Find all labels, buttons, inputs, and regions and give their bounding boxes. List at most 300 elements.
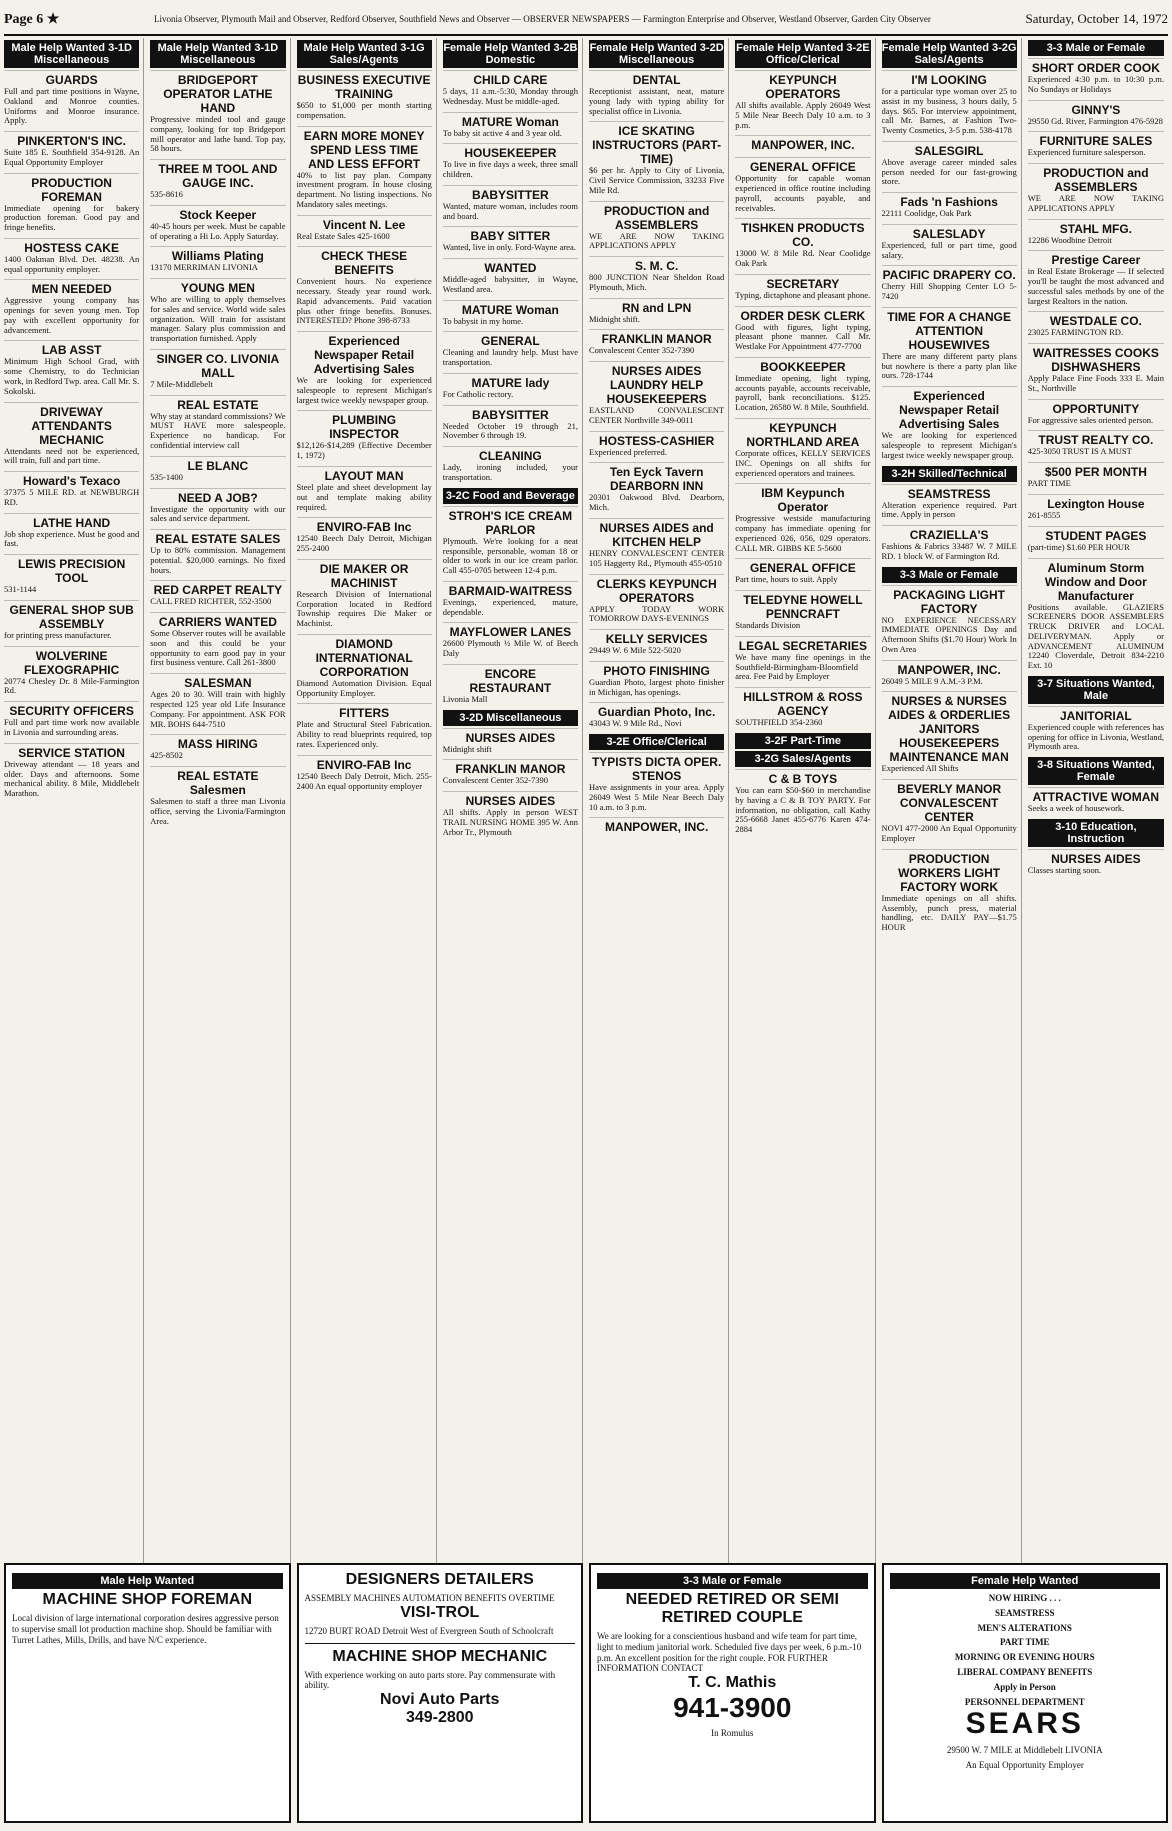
classified-ad	[882, 660, 1017, 689]
ad-text: Minimum High School Grad, with some Chemistry, to do Technician work, in Redford Twp. area. Call Mr. S. Sokolski.	[4, 356, 140, 396]
ad-text: You can earn $50-$60 in merchandise by having a C & B TOY PARTY. For information, no obligation, call Kathy 255-6668 Janet 455-6776 Karen 474-2884	[735, 784, 871, 835]
classified-ad	[735, 357, 870, 415]
ad-text: 29550 Gd. River, Farmington 476-5928	[1027, 115, 1163, 126]
classified-ad	[4, 173, 139, 235]
sears-eeo: An Equal Opportunity Employer	[965, 1760, 1084, 1771]
ad-text: Convalescent Center 352-7390	[589, 345, 695, 356]
ad-headline: MATURE Woman	[461, 302, 559, 317]
classified-ad	[589, 361, 724, 428]
ad-text: Opportunity for capable woman experienced in office routine including payroll, accounts payable, and receivables.	[735, 173, 871, 213]
sears-line: MEN'S ALTERATIONS	[977, 1622, 1072, 1633]
classified-ad	[735, 218, 870, 271]
machine-shop-ad	[4, 1563, 291, 1823]
ad-headline: DRIVEWAY ATTENDANTS MECHANIC	[31, 404, 112, 447]
ad-headline: DIE MAKER OR MACHINIST	[319, 561, 409, 590]
ad-text: 12540 Beech Daly Detroit, Michigan 255-2400	[296, 533, 432, 554]
section-header: 3-7 Situations Wanted, Male	[1028, 676, 1164, 704]
ad-text: Midnight shift	[442, 743, 492, 754]
classified-ad	[1028, 311, 1164, 340]
ad-headline: GINNY'S	[1071, 102, 1121, 117]
ad-headline: Fads 'n Fashions	[900, 195, 998, 210]
classified-ad	[735, 274, 870, 303]
ad-text: Convalescent Center 352-7390	[442, 775, 549, 786]
classified-ad	[443, 405, 578, 444]
ad-text: Experienced, full or part time, good salary.	[881, 239, 1017, 260]
classified-ad	[735, 157, 870, 215]
ad-text: $6 per hr. Apply to City of Livonia, Civil Service Commission, 33233 Five Mile Rd.	[589, 165, 725, 195]
ad-headline: FITTERS	[339, 706, 390, 721]
classified-ad	[4, 70, 139, 128]
classified-ad	[1028, 343, 1164, 396]
classified-ad	[882, 386, 1017, 462]
ad-headline: BRIDGEPORT OPERATOR LATHE HAND	[163, 73, 273, 115]
ad-headline: WOLVERINE FLEXOGRAPHIC	[23, 648, 120, 677]
ad-headline: LAB ASST	[41, 343, 102, 358]
ad-text: Classes starting soon.	[1027, 864, 1102, 875]
section-header: 3-10 Education, Instruction	[1028, 819, 1164, 847]
classified-ad	[1028, 131, 1164, 160]
ad-text: Up to 80% commission. Management potential. $20,000 earnings. No fixed hours.	[150, 545, 286, 575]
classified-column	[297, 38, 437, 1822]
ad-text: 5 days, 11 a.m.-5:30, Monday through Wednesday. Must be middle-aged.	[442, 86, 578, 106]
ad-headline: Lexington House	[1047, 497, 1145, 512]
classified-ad	[150, 673, 285, 731]
classified-ad	[297, 466, 432, 514]
ad-text: 425-3050 TRUST IS A MUST	[1027, 446, 1132, 457]
ad-text: 12286 Woodbine Detroit	[1027, 234, 1112, 245]
classified-ad	[882, 849, 1017, 935]
ad-headline: PRODUCTION and ASSEMBLERS	[603, 203, 710, 232]
ad-text: Experienced furniture salesperson.	[1027, 147, 1146, 158]
ad-headline: PRODUCTION and ASSEMBLERS	[1043, 166, 1149, 195]
ad-text: 20774 Chesley Dr. 8 Mile-Farmington Rd.	[4, 675, 140, 696]
ad-text: Ages 20 to 30. Will train with highly respected 125 year old Life Insurance Company. For appointment. ASK FOR MR. BOHS 644-7510	[150, 689, 286, 729]
ad-text: Investigate the opportunity with our sales and service department.	[150, 503, 286, 524]
ad-headline: ENVIRO-FAB Inc	[316, 520, 412, 535]
classified-ad	[297, 246, 432, 328]
ad-text: Some Observer routes will be available soon and this could be your opportunity to earn good pay in your first business venture. Call 261-3800	[150, 628, 286, 668]
classified-ad	[150, 456, 285, 485]
ad-headline: ENCORE RESTAURANT	[469, 666, 552, 695]
ad-text: We are looking for experienced salespeople to represent Michigan's largest twice weekly newspaper group.	[296, 375, 432, 405]
ad-headline: MANPOWER, INC.	[604, 820, 709, 835]
classified-ad	[735, 636, 870, 684]
ad-headline: Stock Keeper	[179, 207, 257, 222]
ad-headline: MAYFLOWER LANES	[449, 625, 572, 640]
classified-ad	[150, 766, 285, 828]
ad-text: Immediate opening, light typing, accounts payable, accounts receivable, payroll, bank reconciliations. $125. Location, 26580 W. 8 Mile, Southfield.	[735, 372, 871, 413]
classified-ad	[443, 664, 578, 707]
ad-text: Salesmen to staff a three man Livonia office, serving the Livonia/Farmington Area.	[150, 796, 286, 826]
ad-headline: ATTRACTIVE WOMAN	[1032, 790, 1160, 805]
ad-headline: STAHL MFG.	[1059, 221, 1132, 236]
classified-ad	[735, 418, 870, 480]
classified-ad	[735, 769, 870, 837]
ad-text: 535-1400	[150, 471, 183, 482]
ad-text: To babysit in my home.	[442, 315, 524, 326]
ad-headline: NEEDED RETIRED OR SEMI RETIRED COUPLE	[625, 1591, 839, 1626]
classified-ad	[1028, 558, 1164, 673]
ad-headline: EARN MORE MONEY SPEND LESS TIME AND LESS EFFORT	[303, 128, 425, 171]
ad-text: Immediate openings on all shifts. Assembly, punch press, material handling, etc. DAILY PAY—$1.75 HOUR	[881, 892, 1017, 933]
ad-phone: 349-2800	[405, 1709, 474, 1727]
ad-text: Corporate offices, KELLY SERVICES INC. Openings on all shifts for experienced operators and trainees.	[735, 448, 871, 478]
classified-ad	[1028, 100, 1164, 129]
ad-headline: LAYOUT MAN	[324, 469, 404, 484]
classified-ad	[4, 743, 139, 801]
ad-headline: CLERKS KEYPUNCH OPERATORS	[596, 576, 717, 605]
sears-line: Apply in Person	[993, 1681, 1056, 1692]
ad-headline: S. M. C.	[634, 259, 679, 274]
ad-headline: CRAZIELLA'S	[909, 528, 989, 543]
ad-headline: BARMAID-WAITRESS	[448, 583, 573, 598]
classified-ad	[589, 70, 724, 118]
classified-ad	[1028, 399, 1164, 428]
sears-ad	[882, 1563, 1169, 1823]
classified-ad	[1028, 430, 1164, 459]
classified-ad	[735, 687, 870, 730]
ad-headline: NURSES AIDES LAUNDRY HELP HOUSEKEEPERS	[606, 364, 707, 407]
ad-headline: STROH'S ICE CREAM PARLOR	[448, 508, 573, 537]
machine-shop-mechanic-ad	[305, 1643, 576, 1728]
ad-text: 26049 5 MILE 9 A.M.-3 P.M.	[881, 675, 983, 686]
ad-headline: SERVICE STATION	[18, 745, 125, 760]
ad-headline: HILLSTROM & ROSS AGENCY	[743, 690, 863, 719]
ad-phone: 941-3900	[673, 1692, 792, 1724]
ad-text: For Catholic rectory.	[442, 388, 514, 399]
ad-company: Novi Auto Parts	[380, 1691, 500, 1709]
classified-ad	[297, 703, 432, 751]
classified-ad	[1028, 58, 1164, 97]
ad-text: HENRY CONVALESCENT CENTER 105 Haggerty Rd., Plymouth 455-0510	[589, 548, 725, 568]
ad-text: 7 Mile-Middlebelt	[150, 378, 213, 389]
classified-ad	[882, 307, 1017, 383]
section-header: Female Help Wanted 3-2G Sales/Agents	[881, 42, 1017, 66]
ad-headline: Experienced Newspaper Retail Advertising Sales	[313, 334, 415, 377]
classified-column	[150, 38, 290, 1822]
ad-text: Above average career minded sales person needed for our fast-growing store.	[881, 156, 1017, 187]
ad-text: All shifts. Apply in person WEST TRAIL NURSING HOME 395 W. Ann Arbor Tr., Plymouth	[442, 807, 578, 837]
ad-text: We have many fine openings in the Southfield-Birmingham-Bloomfield area. Fee Paid by Employer	[735, 651, 871, 682]
ad-headline: TIME FOR A CHANGE ATTENTION HOUSEWIVES	[887, 309, 1012, 352]
ad-text: There are many different party plans but nowhere is there a party plan like ours. 728-1744	[881, 350, 1017, 381]
ad-text: 535-8616	[150, 189, 183, 200]
ad-headline: MATURE Woman	[461, 114, 559, 129]
sears-line: LIBERAL COMPANY BENEFITS	[957, 1666, 1093, 1677]
ad-headline: DESIGNERS DETAILERS	[345, 1571, 534, 1588]
ad-headline: WESTDALE CO.	[1049, 314, 1142, 329]
ad-headline: WANTED	[484, 261, 537, 276]
classified-ad	[443, 331, 578, 370]
ad-text: 37375 5 MILE RD. at NEWBURGH RD.	[4, 487, 140, 507]
classified-ad	[589, 121, 724, 197]
classified-ad	[589, 574, 724, 627]
classified-ad	[297, 70, 432, 123]
section-header: 3-3 Male or Female	[882, 567, 1017, 583]
ad-text: Steel plate and sheet development lay out and template making ability required.	[296, 482, 432, 512]
ad-headline: GENERAL OFFICE	[749, 561, 856, 576]
classified-ad	[297, 634, 432, 701]
ad-headline: SALESLADY	[912, 226, 986, 241]
classified-ad	[1028, 706, 1164, 754]
masthead-line: Livonia Observer, Plymouth Mail and Observer, Redford Observer, Southfield News and Observer — OBSERVER NEWSPAPERS — Farmington Enterprise and Observer, Westland Observer, Garden City Observer	[153, 14, 931, 24]
classified-ad	[4, 646, 139, 699]
ad-text: Experienced 4:30 p.m. to 10:30 p.m. No Sundays or Holidays	[1027, 74, 1164, 94]
classified-column	[443, 38, 583, 1822]
sears-line: NOW HIRING . . .	[988, 1593, 1061, 1603]
ad-text: PART TIME	[1027, 478, 1071, 489]
ad-headline: MANPOWER, INC.	[751, 138, 855, 153]
section-header: Female Help Wanted	[890, 1573, 1161, 1589]
ad-headline: HOSTESS CAKE	[24, 240, 119, 255]
ad-headline: BUSINESS EXECUTIVE TRAINING	[297, 73, 431, 101]
ad-text: 13170 MERRIMAN LIVONIA	[150, 262, 258, 273]
ad-headline: BOOKKEEPER	[760, 359, 846, 374]
ad-headline: SECURITY OFFICERS	[9, 704, 134, 719]
ad-headline: NURSES AIDES	[1051, 851, 1141, 866]
classified-ad	[4, 701, 139, 740]
ad-text: Experienced preferred.	[589, 446, 667, 457]
ad-headline: RN and LPN	[621, 300, 692, 315]
section-header: 3-2F Part-Time	[735, 733, 870, 749]
classified-ad	[443, 446, 578, 485]
section-header: 3-2D Miscellaneous	[443, 710, 578, 726]
ad-text: Guardian Photo, largest photo finisher in Michigan, has openings.	[589, 676, 725, 697]
classified-ad	[150, 246, 285, 275]
ad-text: Research Division of International Corporation located in Redford Township requires Die Maker or Machinist.	[296, 588, 432, 629]
classified-ad	[589, 431, 724, 460]
ad-text: 1400 Oakman Blvd. Det. 48238. An equal opportunity employer.	[4, 253, 140, 274]
ad-text: 23025 FARMINGTON RD.	[1027, 327, 1124, 338]
ad-contact: T. C. Mathis	[688, 1674, 777, 1692]
ad-text: 800 JUNCTION Near Sheldon Road Plymouth, Mich.	[589, 272, 725, 292]
classified-ad	[297, 331, 432, 407]
classified-ad	[589, 298, 724, 327]
classified-ad	[443, 622, 578, 661]
ad-headline: I'M LOOKING	[911, 73, 987, 87]
ad-headline: LE BLANC	[187, 458, 249, 473]
section-header: Male Help Wanted	[12, 1573, 283, 1589]
section-header: Female Help Wanted 3-2B Domestic	[443, 42, 578, 66]
ad-headline: NURSES AIDES	[465, 730, 556, 745]
ad-headline: Howard's Texaco	[22, 474, 121, 489]
classified-ad	[1028, 849, 1164, 878]
classified-ad	[443, 258, 578, 297]
ad-headline: PHOTO FINISHING	[603, 663, 710, 678]
sears-line: SEAMSTRESS	[994, 1607, 1055, 1618]
designers-ad	[297, 1563, 584, 1823]
ad-text: Standards Division	[735, 620, 801, 631]
classified-ad	[443, 728, 578, 757]
ad-headline: LEGAL SECRETARIES	[738, 638, 867, 653]
ad-headline: Ten Eyck Tavern DEARBORN INN	[609, 465, 704, 494]
classified-ad	[150, 70, 285, 156]
ad-headline: BABYSITTER	[472, 187, 549, 202]
classified-ad	[297, 755, 432, 794]
ad-text: Job shop experience. Must be good and fast.	[4, 528, 140, 549]
ad-headline: GENERAL	[481, 334, 540, 349]
ad-text: CALL FRED RICHTER, 552-3500	[150, 596, 272, 607]
ad-text: Progressive westside manufacturing company has immediate opening for experienced 026, 056, 029 operators. CALL MR. GIBBS KE 5-5600	[735, 513, 871, 553]
classified-ad	[150, 488, 285, 527]
ad-headline: KEYPUNCH OPERATORS	[765, 73, 841, 101]
classified-ad	[1028, 787, 1164, 816]
ad-headline: TRUST REALTY CO.	[1038, 433, 1154, 448]
classified-ad	[1028, 494, 1164, 523]
ad-text: 43043 W. 9 Mile Rd., Novi	[589, 718, 682, 729]
ad-text: WE ARE NOW TAKING APPLICATIONS APPLY	[1027, 193, 1164, 213]
ad-text: Have assignments in your area. Apply 26049 West 5 Mile Near Beech Daly 10 a.m. to 3 p.m.	[589, 782, 725, 812]
section-header: 3-3 Male or Female	[1028, 40, 1164, 56]
ad-text: Wanted, live in only. Ford-Wayne area.	[442, 242, 576, 253]
ad-text: Receptionist assistant, neat, mature young lady with typing ability for specialist office in Livonia.	[589, 86, 725, 116]
ad-headline: GENERAL SHOP SUB ASSEMBLY	[9, 602, 134, 631]
ad-text: Who are willing to apply themselves for sales and service. World wide sales organization. Will train for assistant manager. Salary plus commission and transportation furnished. Apply	[150, 294, 286, 344]
ad-text: 425-8502	[150, 750, 183, 761]
classified-column	[882, 38, 1022, 1822]
ad-headline: NURSES AIDES	[465, 794, 556, 809]
ad-text: 26600 Plymouth ½ Mile W. of Beech Daly	[442, 638, 578, 659]
ad-text: NO EXPERIENCE NECESSARY IMMEDIATE OPENINGS Day and Afternoon Shifts ($1.70 Hour) Work In Own Area	[881, 614, 1017, 654]
classified-ad	[882, 779, 1017, 846]
ad-headline: CHECK THESE BENEFITS	[321, 249, 408, 278]
ad-headline: ICE SKATING INSTRUCTORS (PART-TIME)	[592, 124, 722, 167]
classified-ad	[4, 340, 139, 398]
classified-columns	[4, 38, 1168, 1822]
ad-text: Suite 185 E. Southfield 354-9128. An Equal Opportunity Employer	[4, 147, 140, 167]
classified-ad	[882, 585, 1017, 657]
ad-headline: KELLY SERVICES	[605, 632, 708, 647]
ad-text: Seeks a week of housework.	[1027, 803, 1125, 814]
classified-ad	[589, 201, 724, 254]
ad-headline: PINKERTON'S INC.	[17, 134, 126, 149]
ad-text: Cleaning and laundry help. Must have transportation.	[442, 347, 578, 368]
ad-text: (part-time) $1.60 PER HOUR	[1027, 541, 1130, 552]
ad-text: We are looking for experienced salespeople to represent Michigan's largest twice weekly newspaper group.	[881, 430, 1017, 460]
section-header: Male Help Wanted 3-1G Sales/Agents	[297, 40, 432, 68]
ad-headline: REAL ESTATE	[177, 397, 259, 412]
classified-ad	[4, 600, 139, 643]
ad-headline: DIAMOND INTERNATIONAL CORPORATION	[315, 636, 413, 679]
classified-ad	[882, 224, 1017, 263]
ad-text: Experienced couple with references has opening for office in Livonia, Westland, Plymouth area.	[1027, 721, 1164, 752]
sears-lines	[890, 1593, 1161, 1707]
classified-ad	[589, 752, 724, 814]
ad-text: Apply Palace Fine Foods 333 E. Main St., Northville	[1027, 373, 1164, 393]
ad-headline: REAL ESTATE SALES	[155, 532, 281, 547]
ad-headline: MACHINE SHOP MECHANIC	[332, 1647, 548, 1665]
sears-line: PERSONNEL DEPARTMENT	[964, 1696, 1085, 1707]
classified-ad	[297, 126, 432, 212]
ad-text: Why stay at standard commissions? We MUST HAVE more salespeople. Experience no handicap. For confidential interview call	[150, 410, 286, 451]
ad-text: 22111 Coolidge, Oak Park	[881, 208, 972, 219]
ad-headline: LATHE HAND	[33, 515, 111, 530]
ad-headline: TISHKEN PRODUCTS CO.	[741, 221, 865, 250]
classified-ad	[589, 702, 724, 731]
ad-text: $650 to $1,000 per month starting compensation.	[296, 100, 432, 120]
classified-ad	[735, 135, 870, 154]
classified-ad	[735, 306, 870, 354]
ad-text: NOVI 477-2000 An Equal Opportunity Employer	[881, 823, 1017, 843]
classified-ad	[589, 462, 724, 515]
ad-headline: PRODUCTION FOREMAN	[31, 175, 112, 204]
page-number: Page 6 ★	[4, 11, 60, 27]
ad-text: Evenings, experienced, mature, dependable.	[442, 596, 578, 617]
classified-ad	[4, 279, 139, 337]
ad-headline: PRODUCTION WORKERS LIGHT FACTORY WORK	[898, 851, 1001, 894]
ad-headline: CARRIERS WANTED	[158, 615, 277, 630]
classified-ad	[443, 506, 578, 578]
ad-headline: OPPORTUNITY	[1052, 401, 1140, 416]
classified-ad	[589, 329, 724, 358]
sears-logo: SEARS	[965, 1707, 1084, 1741]
ad-headline: DENTAL	[632, 73, 681, 87]
bottom-ads	[4, 1563, 1168, 1823]
ad-headline: NURSES AIDES and KITCHEN HELP	[599, 521, 714, 550]
classified-ad	[443, 791, 578, 839]
classified-ad	[150, 278, 285, 346]
classified-ad	[443, 143, 578, 182]
classified-ad	[443, 373, 578, 402]
ad-headline: BABYSITTER	[472, 407, 549, 422]
ad-text: Wanted, mature woman, includes room and board.	[442, 200, 578, 221]
classified-ad	[1028, 526, 1164, 555]
ad-text: Real Estate Sales 425-1600	[296, 230, 390, 241]
ad-headline: STUDENT PAGES	[1045, 528, 1147, 543]
ad-text: Middle-aged babysitter, in Wayne, Westland area.	[442, 274, 578, 294]
ad-headline: SEAMSTRESS	[907, 486, 991, 501]
ad-text: 29449 W. 6 Mile 522-5020	[589, 645, 681, 656]
ad-headline: SALESMAN	[184, 676, 252, 691]
ad-text: Aggressive young company has openings for seven young men. Top pay with excellent opportunity for advancement.	[4, 295, 140, 335]
classified-ad	[882, 265, 1017, 304]
classified-column	[589, 38, 729, 1822]
classified-ad	[443, 226, 578, 255]
ad-text: Part time, hours to suit. Apply	[735, 574, 838, 585]
classified-ad	[150, 734, 285, 763]
classified-ad	[735, 483, 870, 555]
classified-ad	[297, 215, 432, 244]
section-header: 3-8 Situations Wanted, Female	[1028, 757, 1164, 785]
ad-headline: $500 PER MONTH	[1044, 465, 1147, 480]
ad-text: For aggressive sales oriented person.	[1027, 414, 1154, 425]
ad-text: Fashions & Fabrics 33487 W. 7 MILE RD. 1 block W. of Farmington Rd.	[881, 541, 1017, 561]
ad-headline: PACKAGING LIGHT FACTORY	[893, 587, 1006, 616]
classified-ad	[443, 185, 578, 224]
classified-ad	[4, 554, 139, 597]
classified-ad	[882, 141, 1017, 189]
ad-text: 261-8555	[1027, 510, 1061, 521]
ad-headline: ORDER DESK CLERK	[740, 308, 866, 323]
ad-text: APPLY TODAY WORK TOMORROW DAYS-EVENINGS	[589, 603, 725, 624]
ad-headline: MACHINE SHOP FOREMAN	[42, 1591, 252, 1608]
classified-ad	[150, 529, 285, 577]
ad-headline: Experienced Newspaper Retail Advertising Sales	[898, 389, 1000, 432]
ad-company: VISI-TROL	[400, 1603, 480, 1621]
classified-ad	[443, 581, 578, 620]
classified-ad	[735, 558, 870, 587]
ad-text: Experienced All Shifts	[881, 763, 959, 774]
classified-ad	[150, 395, 285, 453]
ad-text: Attendants need not be experienced, will train, full and part time.	[4, 445, 140, 466]
ad-headline: CHILD CARE	[473, 73, 548, 87]
section-header: 3-2C Food and Beverage	[443, 488, 578, 504]
classified-ad	[589, 817, 724, 836]
ad-address: 12720 BURT ROAD Detroit West of Evergreen South of Schoolcraft	[304, 1625, 554, 1636]
ad-text: Convenient hours. No experience necessary. Steady year round work. Rapid advancements. Paid vacation plus other fringe benefits. Bonuses. INTERESTED? Phone 398-8733	[296, 276, 432, 326]
ad-text: We are looking for a conscientious husband and wife team for part time, light to medium janitorial work. Scheduled five days per week, 6 p.m.-10 p.m. An excellent position for the right couple. FOR FURTHER INFORMATION CONTACT	[597, 1631, 862, 1674]
ad-text: 13000 W. 8 Mile Rd. Near Coolidge Oak Park	[735, 248, 871, 269]
